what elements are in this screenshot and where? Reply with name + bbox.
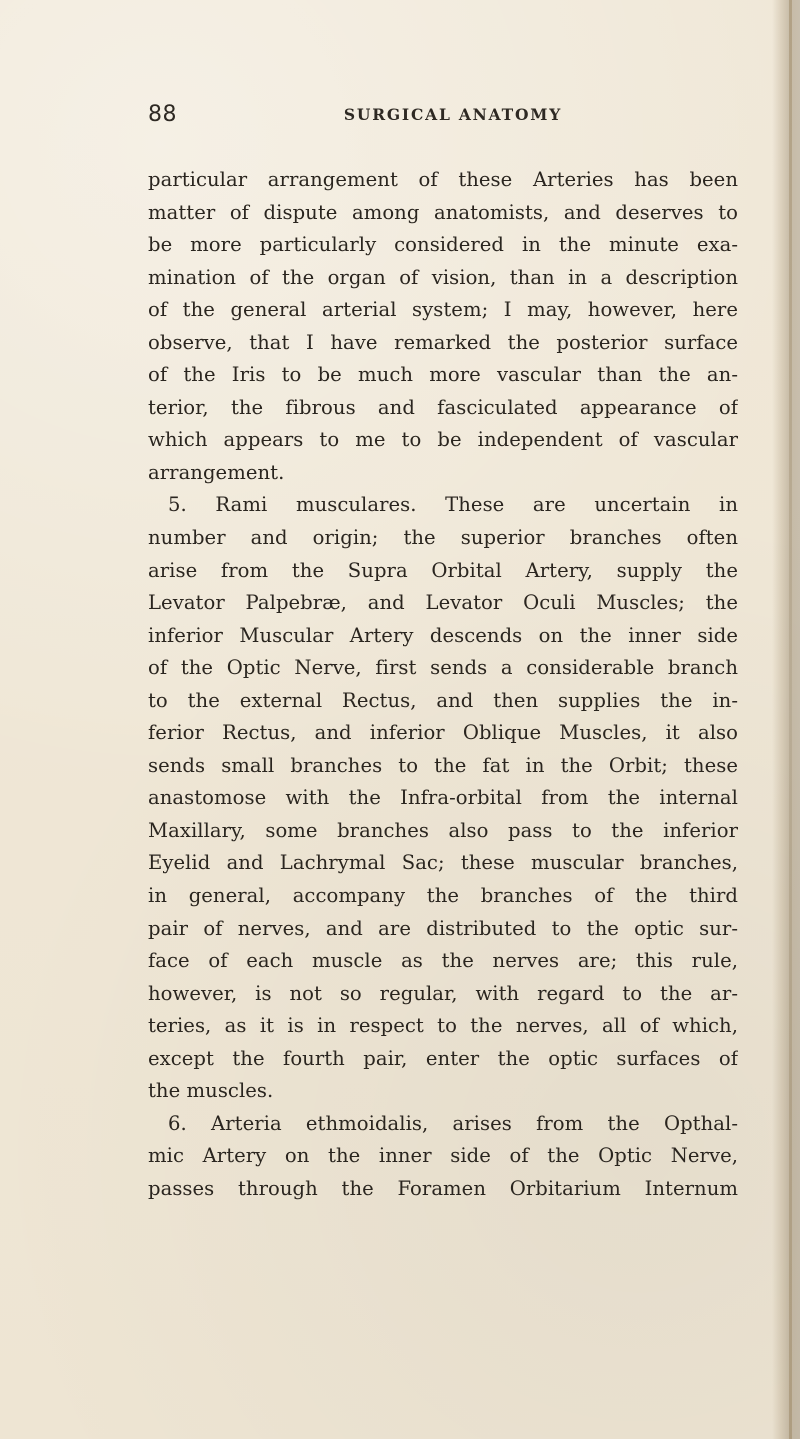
text-line: ferior Rectus, and inferior Oblique Muscles, it also [148, 721, 738, 745]
body-text [148, 164, 738, 1206]
text-line: the muscles. [148, 1079, 274, 1103]
text-line: matter of dispute among anatomists, and deserves to [148, 200, 738, 224]
text-line: observe, that I have remarked the posterior surface [148, 330, 738, 354]
text-line: pair of nerves, and are distributed to the optic sur- [148, 916, 738, 940]
page-edge-shadow [772, 0, 800, 1439]
text-line: which appears to me to be independent of vascular [148, 428, 738, 452]
page-header [148, 102, 740, 132]
text-line: particular arrangement of these Arteries has been [148, 168, 738, 191]
text-line: arise from the Supra Orbital Artery, supply the [148, 558, 738, 582]
text-line: of the general arterial system; I may, however, here [148, 298, 738, 322]
text-line: Maxillary, some branches also pass to the inferior [148, 818, 738, 842]
text-line: number and origin; the superior branches often [148, 526, 738, 550]
text-line: of the Iris to be much more vascular than the an- [148, 363, 738, 387]
section-heading-line: 5. Rami musculares. These are uncertain in [168, 493, 738, 517]
text-line: be more particularly considered in the minute exa- [148, 233, 738, 257]
text-line: mination of the organ of vision, than in a description [148, 265, 738, 289]
text-line: to the external Rectus, and then supplies the in- [148, 688, 738, 712]
text-line: however, is not so regular, with regard to the ar- [148, 981, 738, 1005]
text-line: sends small branches to the fat in the Orbit; these [148, 753, 738, 777]
text-line: arrangement. [148, 460, 285, 484]
page-number: 88 [148, 102, 177, 127]
text-line: mic Artery on the inner side of the Optic Nerve, [148, 1144, 738, 1168]
text-line: in general, accompany the branches of the third [148, 884, 738, 908]
text-line: passes through the Foramen Orbitarium Internum [148, 1176, 738, 1200]
text-line: teries, as it is in respect to the nerves, all of which, [148, 1014, 738, 1038]
text-line: except the fourth pair, enter the optic surfaces of [148, 1046, 738, 1070]
text-line: anastomose with the Infra-orbital from the internal [148, 786, 738, 810]
text-line: face of each muscle as the nerves are; this rule, [148, 949, 738, 973]
text-line: of the Optic Nerve, first sends a considerable branch [148, 656, 738, 680]
text-line: inferior Muscular Artery descends on the inner side [148, 623, 738, 647]
section-heading-line: 6. Arteria ethmoidalis, arises from the Opthal- [168, 1111, 738, 1135]
text-line: terior, the fibrous and fasciculated appearance of [148, 395, 738, 419]
page-edge-line [789, 0, 792, 1439]
running-head: SURGICAL ANATOMY [343, 105, 563, 124]
text-line: Eyelid and Lachrymal Sac; these muscular branches, [148, 851, 738, 875]
text-line: Levator Palpebræ, and Levator Oculi Muscles; the [148, 591, 738, 615]
